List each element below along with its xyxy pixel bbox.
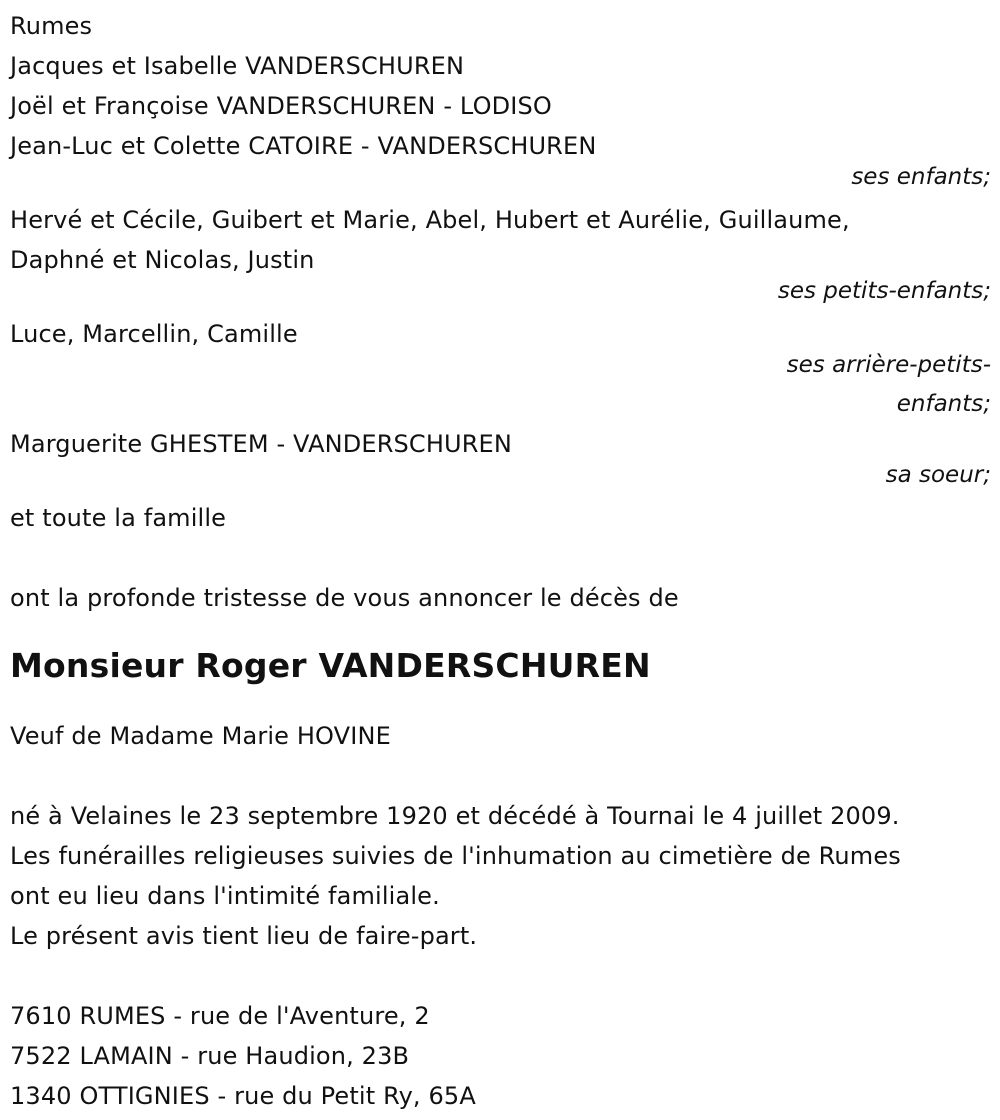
- sister: Marguerite GHESTEM - VANDERSCHUREN: [10, 430, 512, 458]
- deceased-name: Monsieur Roger VANDERSCHUREN: [10, 646, 651, 685]
- details-line-2: Les funérailles religieuses suivies de l'inhumation au cimetière de Rumes: [10, 842, 901, 870]
- address-3: 1340 OTTIGNIES - rue du Petit Ry, 65A: [10, 1082, 476, 1110]
- address-2: 7522 LAMAIN - rue Haudion, 23B: [10, 1042, 410, 1070]
- great-grandchildren-role-line-1: ses arrière-petits-: [786, 352, 991, 378]
- child-line-1: Jacques et Isabelle VANDERSCHUREN: [10, 52, 465, 80]
- grandchildren-role: ses petits-enfants;: [777, 278, 991, 304]
- great-grandchildren-role: [751, 346, 991, 424]
- child-line-2: Joël et Françoise VANDERSCHUREN - LODISO: [10, 92, 552, 120]
- details-line-3: ont eu lieu dans l'intimité familiale.: [10, 882, 440, 910]
- child-line-3: Jean-Luc et Colette CATOIRE - VANDERSCHUREN: [10, 132, 597, 160]
- children-role: ses enfants;: [851, 164, 991, 190]
- details-line-1: né à Velaines le 23 septembre 1920 et décédé à Tournai le 4 juillet 2009.: [10, 802, 900, 830]
- obituary-notice: [10, 6, 991, 1116]
- announcement: ont la profonde tristesse de vous annoncer le décès de: [10, 584, 679, 612]
- place-name: Rumes: [10, 12, 93, 40]
- great-grandchildren: Luce, Marcellin, Camille: [10, 320, 298, 348]
- address-1: 7610 RUMES - rue de l'Aventure, 2: [10, 1002, 430, 1030]
- grandchildren-line-1: Hervé et Cécile, Guibert et Marie, Abel, Hubert et Aurélie, Guillaume,: [10, 206, 850, 234]
- great-grandchildren-role-line-2: enfants;: [896, 391, 991, 417]
- grandchildren-line-2: Daphné et Nicolas, Justin: [10, 246, 315, 274]
- details-line-4: Le présent avis tient lieu de faire-part.: [10, 922, 478, 950]
- widower-line: Veuf de Madame Marie HOVINE: [10, 722, 391, 750]
- sister-role: sa soeur;: [885, 462, 991, 488]
- family-line: et toute la famille: [10, 504, 227, 532]
